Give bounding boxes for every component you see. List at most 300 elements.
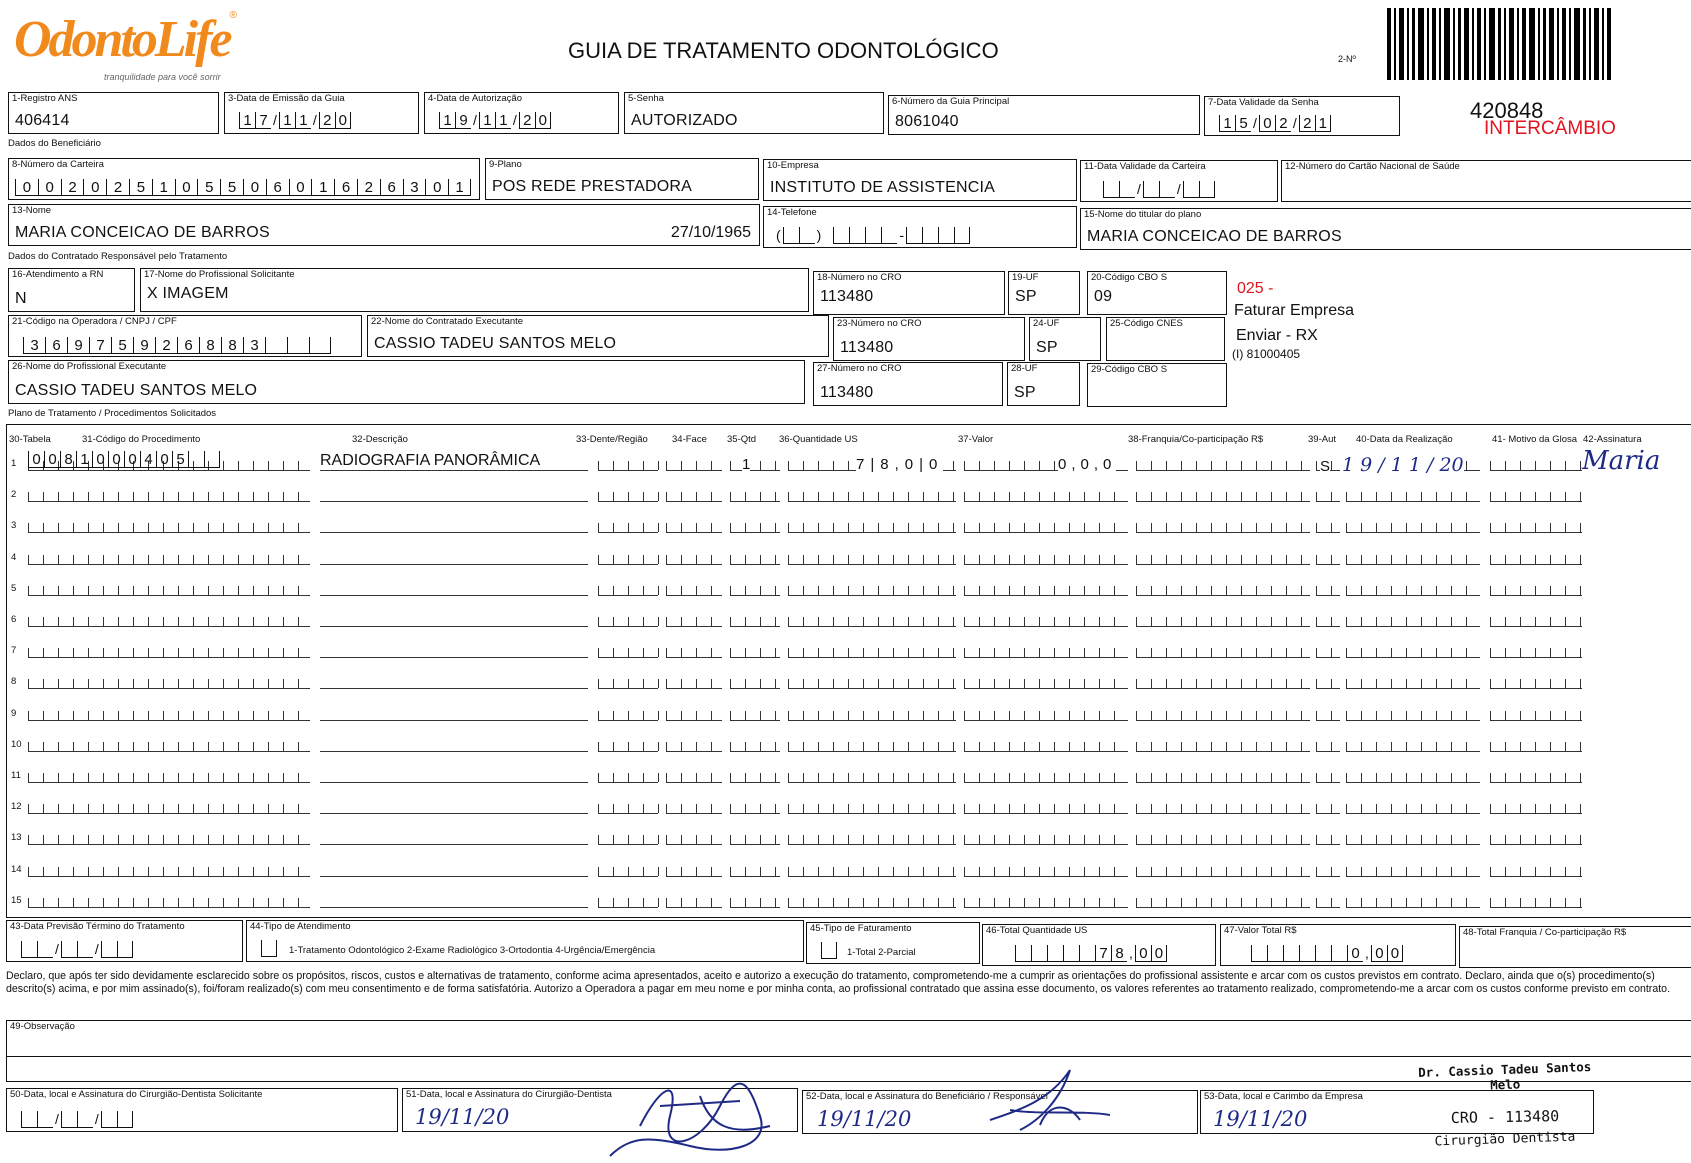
field-29-cbo <box>1087 363 1227 407</box>
field-6-guia-principal <box>888 95 1200 135</box>
row-cell-line <box>28 532 310 533</box>
row-cell-line <box>28 688 310 689</box>
digit-cell: 0 <box>243 179 266 196</box>
field-label: 5-Senha <box>628 93 664 104</box>
field-options: 1-Total 2-Parcial <box>847 947 916 958</box>
field-8-numero-carteira <box>8 158 480 200</box>
field-label: 14-Telefone <box>767 207 817 218</box>
field-label: 19-UF <box>1012 272 1039 283</box>
digit-cell: 6 <box>380 179 403 196</box>
digit-cell: 8 <box>60 451 76 468</box>
page-title: GUIA DE TRATAMENTO ODONTOLÓGICO <box>568 38 999 63</box>
digit-cell: 8 <box>221 337 243 354</box>
field-1-registro-ans <box>8 92 219 134</box>
row-cell-line <box>598 782 658 783</box>
us-digit: 8 <box>880 456 895 473</box>
row-cell-line <box>28 470 310 471</box>
field-3-data-emissao <box>224 92 419 134</box>
digit-cell: 1 <box>295 112 311 129</box>
row-cell-line <box>320 470 588 471</box>
digit-cell: 1 <box>152 179 175 196</box>
digit-cell: 3 <box>403 179 426 196</box>
section-contratado: Dados do Contratado Responsável pelo Tratamento <box>8 251 228 262</box>
row-number: 12 <box>11 801 22 813</box>
field-15-titular <box>1080 208 1691 250</box>
digit-cell: 7 <box>1095 945 1111 962</box>
row-cell-line <box>1136 501 1310 502</box>
row-cell-line <box>964 720 1128 721</box>
field-value: 113480 <box>820 384 874 401</box>
row-cell-line <box>1346 688 1480 689</box>
field-label: 6-Número da Guia Principal <box>892 96 1010 107</box>
logo-tagline: tranquilidade para você sorrir <box>104 72 221 82</box>
digit-cell: 0 <box>1135 945 1151 962</box>
row-number: 15 <box>11 894 22 906</box>
digit-cell: 8 <box>1111 945 1127 962</box>
field-value: CASSIO TADEU SANTOS MELO <box>15 382 258 399</box>
row-cell-line <box>1316 688 1340 689</box>
row-cell-line <box>598 595 658 596</box>
row-cell-line <box>1490 813 1582 814</box>
digit-cell: 5 <box>172 451 188 468</box>
row-number: 7 <box>11 645 17 657</box>
digit-cell: 1 <box>1219 115 1235 132</box>
signature-date: 19/11/20 <box>817 1107 912 1131</box>
stamp <box>1410 1058 1600 1150</box>
row-cell-line <box>666 626 722 627</box>
row-cell-line <box>28 564 310 565</box>
row-cell-line <box>1136 626 1310 627</box>
row-cell-line <box>28 782 310 783</box>
date-cells: / / <box>1103 181 1215 198</box>
row-cell-line <box>730 657 780 658</box>
digit-cell: 2 <box>1275 115 1291 132</box>
logo-registered: ® <box>229 10 237 21</box>
digit-cell: 2 <box>155 337 177 354</box>
digit-cell: 3 <box>243 337 265 354</box>
row-cell-line <box>1136 657 1310 658</box>
digit-cell: 0 <box>92 451 108 468</box>
row-cell-line <box>964 876 1128 877</box>
row-cell-line <box>1136 876 1310 877</box>
field-24-uf <box>1029 317 1101 361</box>
digit-cell: 7 <box>89 337 111 354</box>
row-cell-line <box>1346 657 1480 658</box>
field-label: 53-Data, local e Carimbo da Empresa <box>1204 1091 1363 1102</box>
field-label: 26-Nome do Profissional Executante <box>12 361 167 372</box>
field-47-valor-total <box>1220 924 1456 966</box>
row-cell-line <box>1346 595 1480 596</box>
digit-cell: 1 <box>448 179 471 196</box>
field-label: 48-Total Franquia / Co-participação R$ <box>1463 927 1627 938</box>
row-cell-line <box>1136 470 1310 471</box>
field-value: CASSIO TADEU SANTOS MELO <box>374 335 617 352</box>
row-cell-line <box>1490 782 1582 783</box>
declaration-text: Declaro, que após ter sido devidamente esclarecido sobre os propósitos, riscos, custos e alternativas de tratamento, conforme acima apresentados, aceito e autorizo a execução do tratamento, comprometendo-me a cumprir as orientações do profissional assistente e arcar com os custos previstos em contrato. Declaro, ainda que o(s) procedimento(s) descrito(s) acima, e por mim assinado(s), foi/foram realizado(s) com meu consentimento e de forma satisfatória. Autorizo a Operadora a pagar em meu nome e por minha conta, ao profissional contratado que assina esse documento, os valores referentes ao tratamento realizado, comprometendo-me a arcar com os custos conforme previsto em contrato. <box>6 970 1671 996</box>
field-label: 45-Tipo de Faturamento <box>810 923 912 934</box>
row-cell-line <box>598 907 658 908</box>
row-cell-line <box>730 501 780 502</box>
digit-cell: 2 <box>357 179 380 196</box>
row-cell-line <box>666 595 722 596</box>
row-cell-line <box>320 813 588 814</box>
digit-cell: 4 <box>140 451 156 468</box>
row-cell-line <box>598 657 658 658</box>
row-cell-line <box>788 595 956 596</box>
row-number: 6 <box>11 614 17 625</box>
digit-cell: 0 <box>1347 945 1363 962</box>
digit-cell: 8 <box>199 337 221 354</box>
row-cell-line <box>28 751 310 752</box>
row-cell-line <box>666 532 722 533</box>
field-value: 406414 <box>15 112 70 129</box>
field-45-tipo-faturamento <box>806 922 980 964</box>
card-number-cells <box>15 179 471 196</box>
row-cell-line <box>1316 751 1340 752</box>
row-cell-line <box>730 876 780 877</box>
field-label: 28-UF <box>1011 363 1038 374</box>
row-cell-line <box>788 876 956 877</box>
row-cell-line <box>730 844 780 845</box>
row1-qtd: 1 <box>742 456 751 473</box>
row-cell-line <box>788 626 956 627</box>
row-cell-line <box>28 907 310 908</box>
row-number: 5 <box>11 582 17 594</box>
row-cell-line <box>666 876 722 877</box>
row-cell-line <box>1490 688 1582 689</box>
field-value: 09 <box>1094 288 1113 305</box>
row1-us: 7|8,0|0 <box>856 456 944 473</box>
field-label: 51-Data, local e Assinatura do Cirurgião-Dentista <box>406 1089 612 1100</box>
row-cell-line <box>1316 501 1340 502</box>
digit-cell: 0 <box>38 179 61 196</box>
field-label: 3-Data de Emissão da Guia <box>228 93 345 104</box>
row-cell-line <box>28 720 310 721</box>
field-19-uf <box>1008 271 1080 315</box>
row-cell-line <box>28 844 310 845</box>
digit-cell: 0 <box>1259 115 1275 132</box>
row-cell-line <box>788 751 956 752</box>
row-cell-line <box>320 782 588 783</box>
field-18-cro <box>813 271 1005 315</box>
field-label: 4-Data de Autorização <box>428 93 523 104</box>
row-cell-line <box>28 595 310 596</box>
stamp-name: Dr. Cassio Tadeu Santos Melo <box>1417 1058 1592 1093</box>
digit-cell: 0 <box>108 451 124 468</box>
row-cell-line <box>320 564 588 565</box>
row-cell-line <box>1316 876 1340 877</box>
barcode <box>1387 8 1617 80</box>
row-number: 13 <box>11 832 22 844</box>
digit-cell: 9 <box>133 337 155 354</box>
digit-cell: 1 <box>1315 115 1331 132</box>
field-value: SP <box>1014 384 1036 401</box>
section-plano: Plano de Tratamento / Procedimentos Solicitados <box>8 408 217 419</box>
total-us-cells: 7 8 , 0 0 <box>1015 945 1167 962</box>
digit-cell: 9 <box>67 337 89 354</box>
row-cell-line <box>1136 532 1310 533</box>
faturamento-cell <box>821 942 837 959</box>
digit-cell: 5 <box>197 179 220 196</box>
row-cell-line <box>1316 564 1340 565</box>
digit-cell: 9 <box>455 112 471 129</box>
field-label: 7-Data Validade da Senha <box>1208 97 1319 108</box>
row-cell-line <box>964 844 1128 845</box>
row-cell-line <box>1136 844 1310 845</box>
field-16-atendimento-rn <box>8 268 135 312</box>
row-cell-line <box>1316 720 1340 721</box>
header-assinatura: 42-Assinatura <box>1583 434 1642 445</box>
date-cells: / / <box>21 1111 133 1128</box>
row-cell-line <box>666 751 722 752</box>
field-14-telefone <box>763 206 1077 248</box>
digit-cell: 2 <box>519 112 535 129</box>
field-value: MARIA CONCEICAO DE BARROS <box>1087 228 1342 245</box>
row-cell-line <box>788 907 956 908</box>
field-4-data-autorizacao <box>424 92 619 134</box>
row-cell-line <box>598 720 658 721</box>
field-43-data-previsao <box>6 920 243 962</box>
row-cell-line <box>730 720 780 721</box>
field-label: 1-Registro ANS <box>12 93 78 104</box>
valor-total-cells: 0 , 0 0 <box>1251 945 1403 962</box>
field-label: 47-Valor Total R$ <box>1224 925 1297 936</box>
field-label: 43-Data Previsão Término do Tratamento <box>10 921 185 932</box>
row-cell-line <box>320 844 588 845</box>
row-number: 8 <box>11 676 17 688</box>
row-cell-line <box>598 470 658 471</box>
field-value: MARIA CONCEICAO DE BARROS <box>15 224 270 241</box>
field-5-senha <box>624 92 884 134</box>
row-number: 11 <box>11 770 21 781</box>
row-cell-line <box>1136 688 1310 689</box>
digit-cell: 0 <box>535 112 551 129</box>
row-cell-line <box>598 813 658 814</box>
row-cell-line <box>320 907 588 908</box>
field-20-cbo <box>1087 271 1227 315</box>
row-cell-line <box>666 470 722 471</box>
field-label: 49-Observação <box>10 1021 75 1032</box>
digit-cell: 0 <box>156 451 172 468</box>
row-cell-line <box>788 813 956 814</box>
field-label: 11-Data Validade da Carteira <box>1084 161 1206 172</box>
date-cells: 1 5 / 0 2 / 2 1 <box>1219 115 1331 132</box>
field-26-profissional-executante <box>8 360 805 404</box>
row-cell-line <box>28 501 310 502</box>
row-cell-line <box>1346 782 1480 783</box>
row-cell-line <box>320 751 588 752</box>
digit-cell: 1 <box>311 179 334 196</box>
field-value: 113480 <box>820 288 874 305</box>
date-cells: / / <box>21 941 133 958</box>
row-cell-line <box>788 720 956 721</box>
row-cell-line <box>598 564 658 565</box>
row-number: 2 <box>11 489 17 501</box>
digit-cell: 6 <box>266 179 289 196</box>
row-cell-line <box>1316 626 1340 627</box>
tipo-cell <box>261 940 277 957</box>
row1-valor: 0,0,0 <box>1058 456 1117 473</box>
row-number: 10 <box>11 738 22 750</box>
field-23-cro <box>833 317 1025 361</box>
header-motivo-glosa: 41- Motivo da Glosa <box>1492 434 1578 445</box>
row-cell-line <box>320 501 588 502</box>
us-digit: 7 <box>856 456 871 473</box>
row-cell-line <box>730 751 780 752</box>
row-cell-line <box>1346 564 1480 565</box>
digit-cell: 0 <box>124 451 140 468</box>
digit-cell: 0 <box>335 112 351 129</box>
field-10-empresa <box>763 159 1077 201</box>
field-7-validade-senha <box>1204 96 1400 136</box>
field-label: 18-Número no CRO <box>817 272 902 283</box>
row-cell-line <box>1136 720 1310 721</box>
row-cell-line <box>730 688 780 689</box>
row-number: 4 <box>11 551 17 563</box>
phone-cells: ( ) - <box>774 227 970 244</box>
header-codigo: 31-Código do Procedimento <box>82 434 201 445</box>
row-cell-line <box>666 564 722 565</box>
field-label: 29-Código CBO S <box>1091 364 1168 375</box>
digit-cell: 2 <box>106 179 129 196</box>
row-cell-line <box>964 782 1128 783</box>
row-cell-line <box>964 595 1128 596</box>
header-franquia: 38-Franquia/Co-participação R$ <box>1128 434 1264 445</box>
row1-aut: S <box>1320 458 1331 475</box>
header-qtd: 35-Qtd <box>727 434 757 445</box>
row-cell-line <box>1316 657 1340 658</box>
row-cell-line <box>964 501 1128 502</box>
header-tabela: 30-Tabela <box>9 434 51 445</box>
field-label: 21-Código na Operadora / CNPJ / CPF <box>12 316 177 327</box>
field-11-validade-carteira <box>1080 160 1278 202</box>
digit-cell: 5 <box>129 179 152 196</box>
digit-cell: 0 <box>289 179 312 196</box>
row-cell-line <box>730 907 780 908</box>
field-22-contratado-executante <box>367 315 829 357</box>
birth-date: 27/10/1965 <box>670 224 751 241</box>
stamp-role: Cirurgião Dentista <box>1434 1129 1576 1150</box>
field-13-nome <box>8 204 760 246</box>
field-label: 15-Nome do titular do plano <box>1084 209 1202 220</box>
field-label: 8-Número da Carteira <box>12 159 104 170</box>
row-cell-line <box>1136 907 1310 908</box>
digit-cell: 1 <box>239 112 255 129</box>
row-number: 3 <box>11 520 17 532</box>
field-label: 17-Nome do Profissional Solicitante <box>144 269 295 280</box>
digit-cell: 5 <box>111 337 133 354</box>
row-cell-line <box>730 595 780 596</box>
row-cell-line <box>1346 876 1480 877</box>
row-cell-line <box>1346 813 1480 814</box>
row-cell-line <box>320 532 588 533</box>
field-value: X IMAGEM <box>147 285 229 302</box>
row-cell-line <box>1490 720 1582 721</box>
row-cell-line <box>1346 844 1480 845</box>
row-cell-line <box>1490 564 1582 565</box>
field-label: 46-Total Quantidade US <box>986 925 1088 936</box>
row-cell-line <box>1490 907 1582 908</box>
row-cell-line <box>1136 595 1310 596</box>
row-cell-line <box>1136 751 1310 752</box>
field-label: 27-Número no CRO <box>817 363 902 374</box>
row-cell-line <box>1490 501 1582 502</box>
digit-cell: 0 <box>1387 945 1403 962</box>
row-cell-line <box>1346 501 1480 502</box>
digit-cell: 7 <box>255 112 271 129</box>
field-label: 52-Data, local e Assinatura do Beneficiário / Responsável <box>806 1091 1048 1102</box>
row-cell-line <box>964 907 1128 908</box>
field-17-profissional-solicitante <box>140 268 809 312</box>
row-cell-line <box>320 688 588 689</box>
us-digit: 0 <box>904 456 920 473</box>
digit-cell: 6 <box>45 337 67 354</box>
row-cell-line <box>666 907 722 908</box>
row-cell-line <box>320 595 588 596</box>
row-cell-line <box>1346 720 1480 721</box>
row-cell-line <box>788 844 956 845</box>
section-beneficiario: Dados do Beneficiário <box>8 138 101 149</box>
field-label: 22-Nome do Contratado Executante <box>371 316 524 327</box>
row-cell-line <box>1316 595 1340 596</box>
row-cell-line <box>1346 532 1480 533</box>
logo-text: OdontoLife <box>14 11 230 68</box>
field-27-cro <box>813 362 1003 406</box>
row-cell-line <box>666 782 722 783</box>
digit-cell: 5 <box>220 179 243 196</box>
row-cell-line <box>964 532 1128 533</box>
note-faturar: Faturar Empresa <box>1234 302 1355 319</box>
field-12-cartao-nacional-saude <box>1281 160 1691 202</box>
field-value: SP <box>1036 339 1058 356</box>
row-cell-line <box>730 564 780 565</box>
row-cell-line <box>598 626 658 627</box>
field2-label: 2-Nº <box>1338 54 1356 64</box>
field-28-uf <box>1007 362 1080 406</box>
row-cell-line <box>1316 532 1340 533</box>
header-data-realizacao: 40-Data da Realização <box>1356 434 1453 445</box>
row-cell-line <box>1490 626 1582 627</box>
row-cell-line <box>1316 907 1340 908</box>
us-digit: 0 <box>929 456 944 473</box>
row-cell-line <box>598 876 658 877</box>
field-value: INSTITUTO DE ASSISTENCIA <box>770 179 995 196</box>
row-cell-line <box>320 720 588 721</box>
field-label: 9-Plano <box>489 159 522 170</box>
row-cell-line <box>788 688 956 689</box>
row1-date: 1 9 / 1 1 / 20 <box>1342 454 1464 476</box>
field-value: 113480 <box>840 339 894 356</box>
digit-cell <box>309 337 331 354</box>
digit-cell: 0 <box>44 451 60 468</box>
row-cell-line <box>964 751 1128 752</box>
logo <box>14 10 237 69</box>
field-label: 12-Número do Cartão Nacional de Saúde <box>1285 161 1460 172</box>
row-cell-line <box>666 657 722 658</box>
field-value: SP <box>1015 288 1037 305</box>
row-cell-line <box>1316 782 1340 783</box>
digit-cell <box>287 337 309 354</box>
row-cell-line <box>1316 813 1340 814</box>
row-cell-line <box>666 720 722 721</box>
note-code-2: (I) 81000405 <box>1232 347 1301 361</box>
row-cell-line <box>666 688 722 689</box>
barcode-bars <box>1387 8 1611 80</box>
signature-date: 19/11/20 <box>1213 1107 1308 1131</box>
row-cell-line <box>1346 751 1480 752</box>
row-cell-line <box>1136 782 1310 783</box>
field-label: 20-Código CBO S <box>1091 272 1168 283</box>
